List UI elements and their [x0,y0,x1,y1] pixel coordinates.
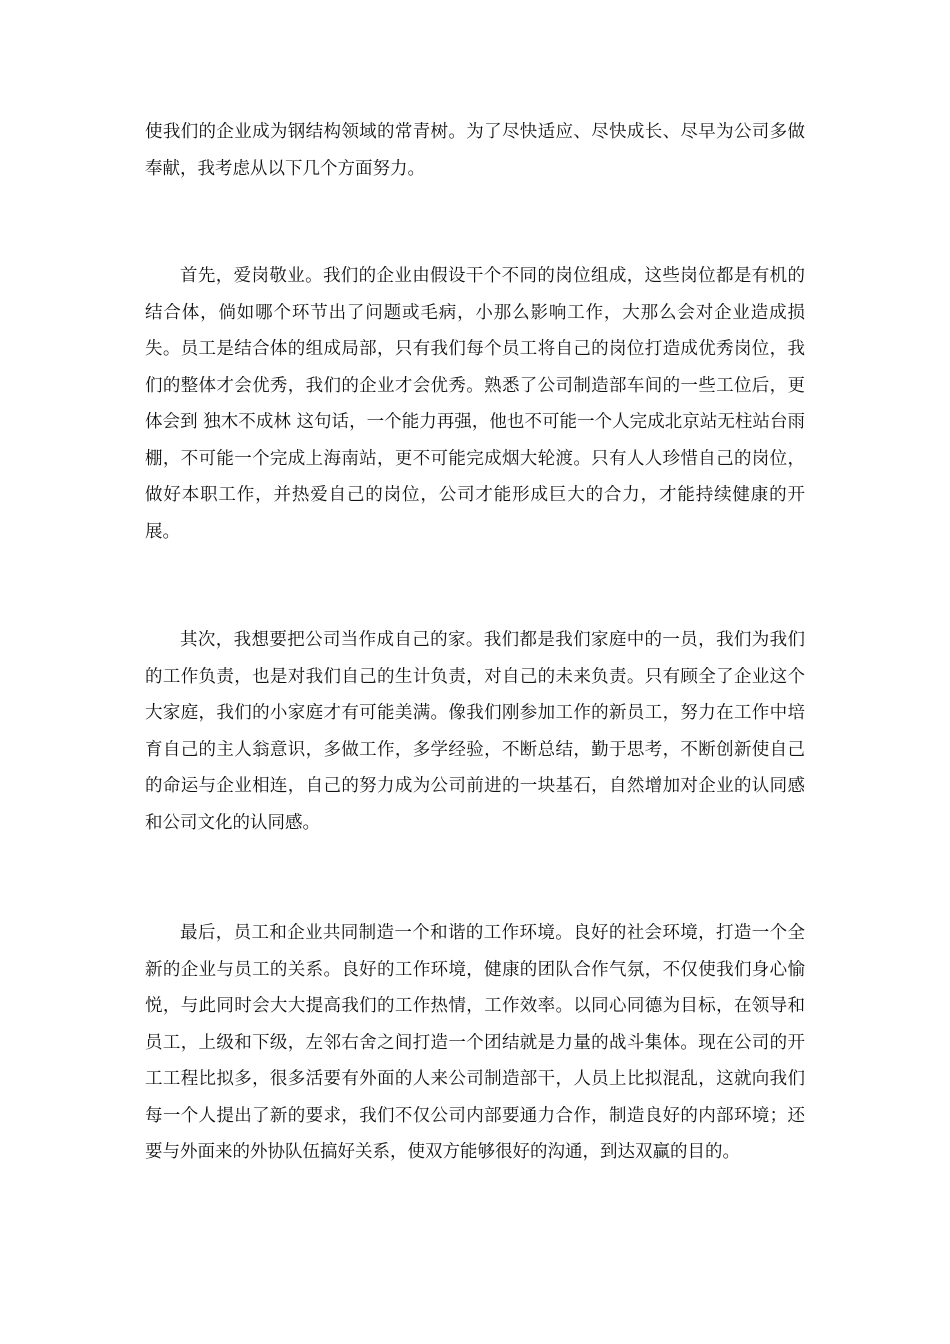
paragraph-company-as-home: 其次，我想要把公司当作成自己的家。我们都是我们家庭中的一员，我们为我们的工作负责，也是对我们自己的生计负责，对自己的未来负责。只有顾全了企业这个大家庭，我们的小家庭才有可能美满。像我们刚参加工作的新员工，努力在工作中培育自己的主人翁意识，多做工作，多学经验，不断总结，勤于思考，不断创新使自己的命运与企业相连，自己的努力成为公司前进的一块基石，自然增加对企业的认同感和公司文化的认同感。 [145,630,805,833]
paragraph-harmonious-environment: 最后，员工和企业共同制造一个和谐的工作环境。良好的社会环境，打造一个全新的企业与员工的关系。良好的工作环境，健康的团队合作气氛，不仅使我们身心愉悦，与此同时会大大提高我们的工作热情，工作效率。以同心同德为目标，在领导和员工，上级和下级，左邻右舍之间打造一个团结就是力量的战斗集体。现在公司的开工工程比拟多，很多活要有外面的人来公司制造部干，人员上比拟混乱，这就向我们每一个人提出了新的要求，我们不仅公司内部要通力合作，制造良好的内部环境；还要与外面来的外协队伍搞好关系，使双方能够很好的沟通，到达双赢的目的。 [145,923,805,1162]
paragraph-continuation: 使我们的企业成为钢结构领域的常青树。为了尽快适应、尽快成长、尽早为公司多做奉献，我考虑从以下几个方面努力。 [145,122,805,179]
paragraph-dedication: 首先，爱岗敬业。我们的企业由假设干个不同的岗位组成，这些岗位都是有机的结合体，倘如哪个环节出了问题或毛病，小那么影响工作，大那么会对企业造成损失。员工是结合体的组成局部，只有我们每个员工将自己的岗位打造成优秀岗位，我们的整体才会优秀，我们的企业才会优秀。熟悉了公司制造部车间的一些工位后，更体会到 独木不成林 这句话，一个能力再强，他也不可能一个人完成北京站无柱站台雨棚，不可能一个完成上海南站，更不可能完成烟大轮渡。只有人人珍惜自己的岗位，做好本职工作，并热爱自己的岗位，公司才能形成巨大的合力，才能持续健康的开展。 [145,266,805,542]
